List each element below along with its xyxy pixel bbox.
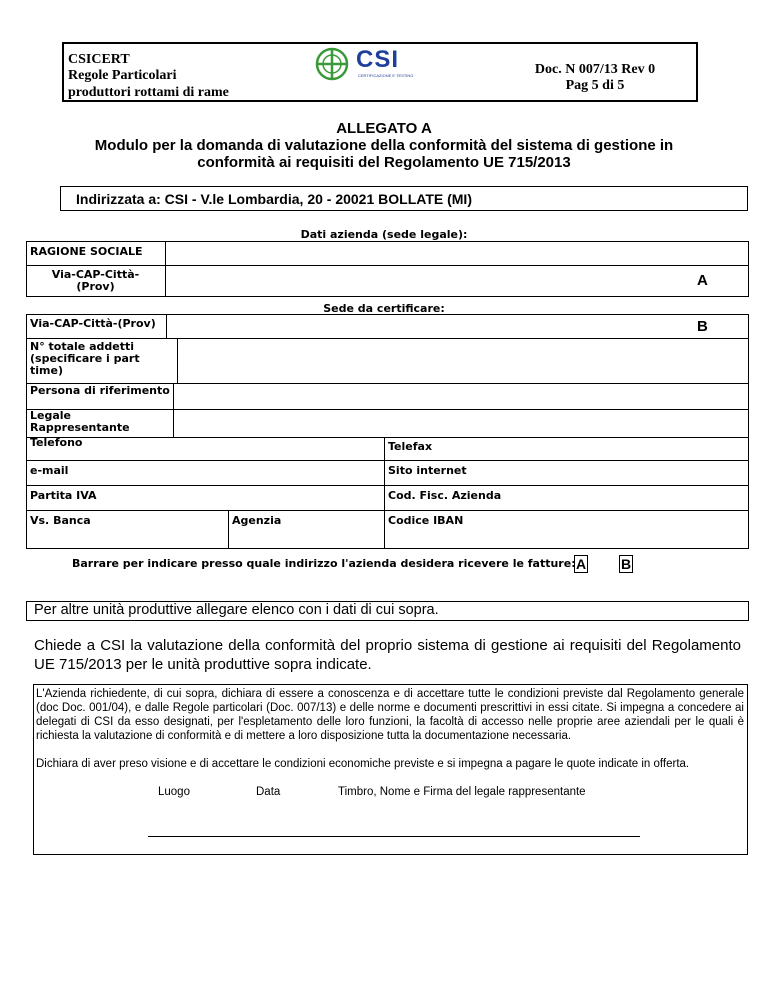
title-line3: conformità ai requisiti del Regolamento UE 715/2013 <box>197 154 571 171</box>
label-cod-fisc: Cod. Fisc. Azienda <box>388 489 502 502</box>
header-org: CSICERT <box>68 52 130 67</box>
invoice-question: Barrare per indicare presso quale indirizzo l'azienda desidera ricevere le fatture: <box>72 557 576 570</box>
label-luogo: Luogo <box>158 786 190 798</box>
label-banca: Vs. Banca <box>30 514 91 527</box>
section-sede-certificare: Sede da certificare: <box>323 302 445 315</box>
other-units-text: Per altre unità produttive allegare elenco con i dati di cui sopra. <box>34 602 439 618</box>
field-agenzia[interactable] <box>229 528 383 548</box>
checkbox-invoice-b[interactable]: B <box>620 556 632 572</box>
doc-number: Doc. N 007/13 Rev 0 <box>534 62 656 77</box>
field-cod-fisc[interactable] <box>510 486 748 509</box>
mark-b: B <box>697 318 708 335</box>
field-email[interactable] <box>80 461 383 484</box>
label-email: e-mail <box>30 464 69 477</box>
request-text: Chiede a CSI la valutazione della conformità del proprio sistema di gestione ai requisiti del Regolamento UE 715/2013 per le unità produttive sopra indicate. <box>34 637 741 673</box>
label-ragione-sociale: RAGIONE SOCIALE <box>30 245 143 258</box>
field-banca[interactable] <box>27 528 227 548</box>
label-partita-iva: Partita IVA <box>30 489 97 502</box>
field-telefono[interactable] <box>100 438 383 459</box>
header-doc-title-line1: Regole Particolari <box>68 68 177 83</box>
label-telefono: Telefono <box>30 436 83 449</box>
field-legale-rappresentante[interactable] <box>174 410 748 437</box>
logo-tagline: CERTIFICAZIONE E TESTING <box>358 73 414 78</box>
label-telefax: Telefax <box>388 440 433 453</box>
field-sito-internet[interactable] <box>470 461 748 484</box>
field-via-sede-legale[interactable] <box>166 266 748 296</box>
label-firma: Timbro, Nome e Firma del legale rappresentante <box>338 786 586 798</box>
field-partita-iva[interactable] <box>110 486 383 509</box>
label-agenzia: Agenzia <box>232 514 282 527</box>
label-addetti: N° totale addetti (specificare i part time) <box>30 340 140 377</box>
field-ragione-sociale[interactable] <box>166 242 748 264</box>
address-text: Indirizzata a: CSI - V.le Lombardia, 20 - 20021 BOLLATE (MI) <box>76 191 472 207</box>
field-iban[interactable] <box>385 528 748 548</box>
field-addetti[interactable] <box>178 339 748 382</box>
label-via-sede-legale: Via-CAP-Città- (Prov) <box>51 268 140 293</box>
title-allegato: ALLEGATO A <box>336 120 432 137</box>
label-via-sede-certificare: Via-CAP-Città-(Prov) <box>30 317 156 330</box>
mark-a: A <box>697 272 708 289</box>
declaration-paragraph-2: Dichiara di aver preso visione e di accettare le condizioni economiche previste e si impegna a pagare le quote indicate in offerta. <box>36 758 690 770</box>
logo-wordmark: CSI <box>356 46 400 73</box>
field-telefax[interactable] <box>440 438 748 459</box>
header-doc-title-line2: produttori rottami di rame <box>68 85 229 100</box>
section-sede-legale: Dati azienda (sede legale): <box>300 228 468 241</box>
checkbox-invoice-a[interactable]: A <box>575 556 587 572</box>
label-sito-internet: Sito internet <box>388 464 467 477</box>
signature-line[interactable] <box>148 836 640 837</box>
label-persona-riferimento: Persona di riferimento <box>30 384 170 397</box>
page-number: Pag 5 di 5 <box>565 78 625 93</box>
field-via-sede-certificare[interactable] <box>167 315 748 338</box>
label-data: Data <box>256 786 281 798</box>
csi-logo <box>312 46 422 84</box>
label-iban: Codice IBAN <box>388 514 464 527</box>
label-legale-rappresentante: Legale Rappresentante <box>30 409 130 434</box>
field-persona-riferimento[interactable] <box>174 384 748 408</box>
declaration-paragraph-1: L'Azienda richiedente, di cui sopra, dichiara di essere a conoscenza e di accettare tutte le condizioni previste dal Regolamento generale (doc Doc. 001/04), e dalle Regole particolari (Doc. 007/13) e delle norme e documenti prescrittivi in essi citate. Si impegna a concedere ai delegati di CSI da esso designati, per l'espletamento delle loro funzioni, la facoltà di accesso nelle proprie aree aziendali per le quali è richiesta la valutazione di conformità e di mettere a loro disposizione tutta la documentazione necessaria. <box>36 688 744 742</box>
title-line2: Modulo per la domanda di valutazione della conformità del sistema di gestione in <box>94 137 674 154</box>
